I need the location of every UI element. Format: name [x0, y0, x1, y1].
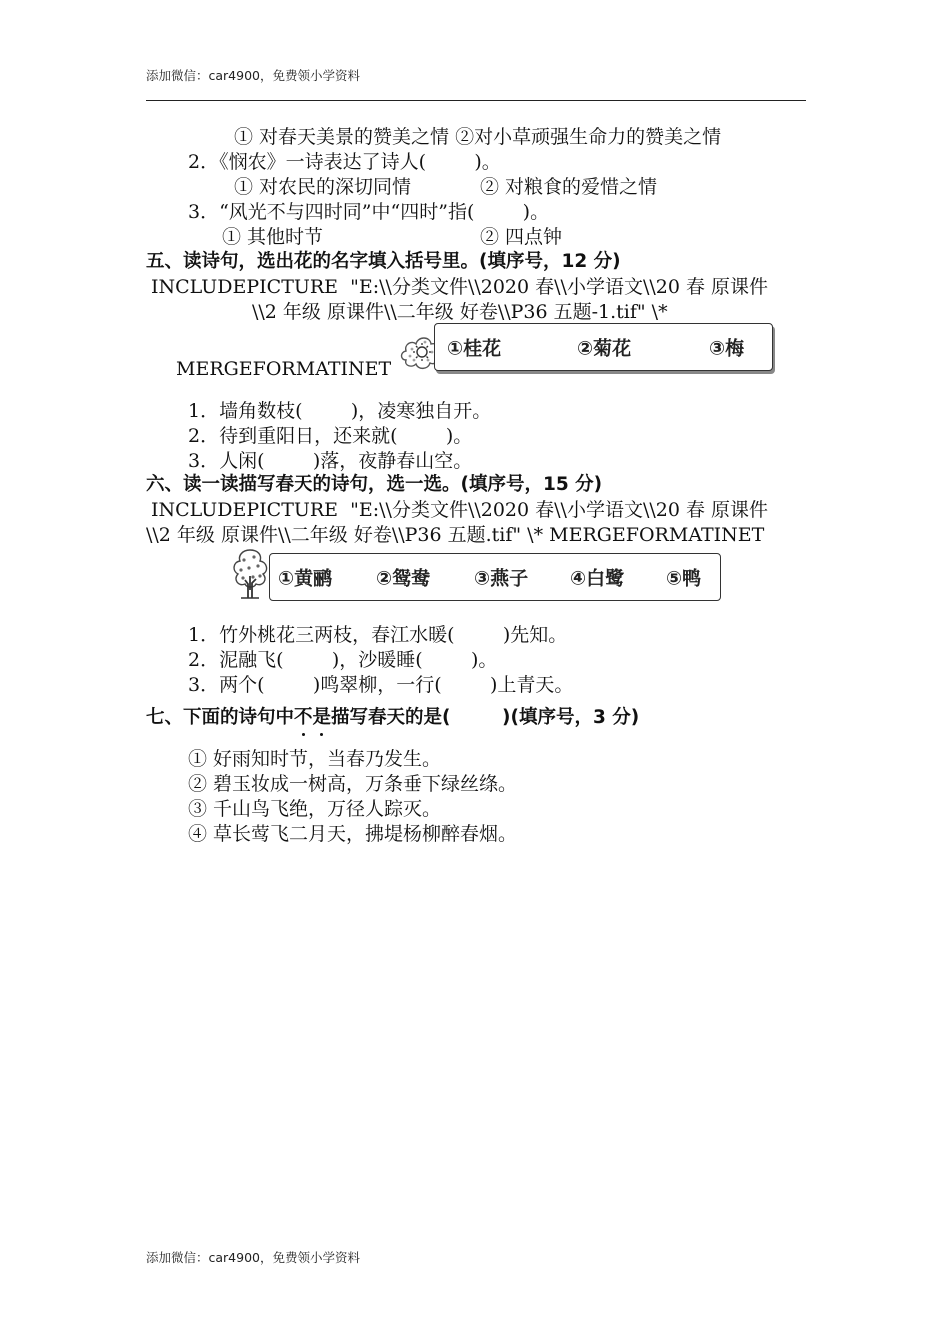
bird-option-4: ④白鹭 [570, 567, 625, 590]
s6-heading: 六、读一读描写春天的诗句，选一选。(填序号，15 分) [146, 474, 603, 495]
bird-option-5: ⑤鸭 [666, 567, 702, 590]
s7-opt2: ② 碧玉妆成一树高，万条垂下绿丝绦。 [188, 773, 518, 795]
s5-field-line1: INCLUDEPICTURE "E:\\分类文件\\2020 春\\小学语文\\20 春 原课件 [151, 276, 768, 298]
s7-opt3: ③ 千山鸟飞绝，万径人踪灭。 [188, 798, 442, 820]
s5-heading: 五、读诗句，选出花的名字填入括号里。(填序号，12 分) [146, 251, 621, 272]
s4-q2-opt2: ② 对粮食的爱惜之情 [480, 176, 658, 198]
flower-options-box [434, 323, 773, 371]
flower-option-2: ②菊花 [577, 337, 632, 360]
flower-option-3: ③梅 [709, 337, 745, 360]
s5-field-line3: MERGEFORMATINET [176, 358, 392, 380]
s4-q3: 3．“风光不与四时同”中“四时”指( )。 [188, 201, 550, 223]
bird-option-2: ②鸳鸯 [376, 567, 431, 590]
bird-option-1: ①黄鹂 [278, 567, 333, 590]
s7-heading-post: 描写春天的是( )(填序号，3 分) [331, 707, 640, 728]
header-rule [146, 100, 806, 101]
page-footer: 添加微信：car4900，免费领小学资料 [146, 1250, 360, 1265]
s5-q2: 2．待到重阳日，还来就( )。 [188, 425, 473, 447]
page-header: 添加微信：car4900，免费领小学资料 [146, 68, 360, 83]
s7-opt1: ① 好雨知时节，当春乃发生。 [188, 748, 442, 770]
bird-options-box [269, 553, 721, 601]
s6-field-line1: INCLUDEPICTURE "E:\\分类文件\\2020 春\\小学语文\\20 春 原课件 [151, 499, 768, 521]
s6-q2: 2．泥融飞( )，沙暖睡( )。 [188, 649, 498, 671]
s7-opt4: ④ 草长莺飞二月天，拂堤杨柳醉春烟。 [188, 823, 518, 845]
tree-icon [229, 546, 271, 600]
s4-q2: 2．《悯农》一诗表达了诗人( )。 [188, 151, 501, 173]
s6-field-line2: \\2 年级 原课件\\二年级 好卷\\P36 五题.tif" \* MERGEFORMATINET [146, 524, 765, 546]
s5-field-line2: \\2 年级 原课件\\二年级 好卷\\P36 五题-1.tif" \* [252, 301, 668, 323]
s6-q1: 1．竹外桃花三两枝，春江水暖( )先知。 [188, 624, 568, 646]
s4-q2-opt1: ① 对农民的深切同情 [234, 176, 412, 198]
s4-q1-options: ① 对春天美景的赞美之情 ②对小草顽强生命力的赞美之情 [234, 126, 722, 148]
s5-q1: 1．墙角数枝( )，凌寒独自开。 [188, 400, 492, 422]
s7-emphasis-bu: 不 [294, 707, 313, 728]
s7-heading [146, 706, 639, 730]
s7-emphasis-shi: 是 [312, 707, 332, 728]
bird-option-3: ③燕子 [474, 567, 529, 590]
flower-option-1: ①桂花 [447, 337, 502, 360]
s6-q3: 3．两个( )鸣翠柳，一行( )上青天。 [188, 674, 574, 696]
s5-q3: 3．人闲( )落，夜静春山空。 [188, 450, 473, 472]
s4-q3-opt2: ② 四点钟 [480, 226, 563, 248]
s7-heading-pre: 七、下面的诗句中 [146, 707, 295, 728]
s4-q3-opt1: ① 其他时节 [222, 226, 324, 248]
